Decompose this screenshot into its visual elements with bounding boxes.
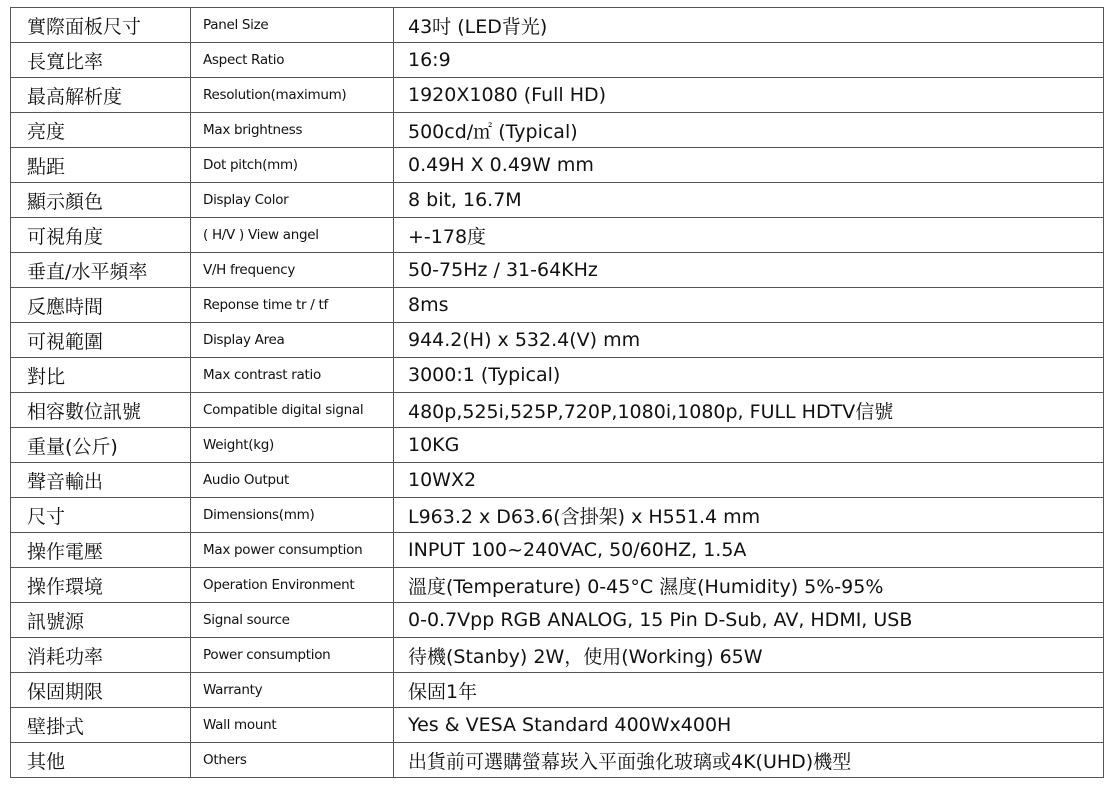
spec-row-signal-source — [11, 603, 1104, 638]
spec-label-zh: 對比 — [11, 358, 191, 393]
spec-label-zh: 亮度 — [11, 113, 191, 148]
spec-label-en: Operation Environment — [191, 568, 394, 603]
spec-label-zh: 操作電壓 — [11, 533, 191, 568]
spec-label-en: Reponse time tr / tf — [191, 288, 394, 323]
spec-row-voltage — [11, 533, 1104, 568]
spec-label-zh: 訊號源 — [11, 603, 191, 638]
spec-row-contrast — [11, 358, 1104, 393]
spec-value: 500cd/㎡ (Typical) — [394, 113, 1104, 148]
spec-row-warranty — [11, 673, 1104, 708]
spec-value: 480p,525i,525P,720P,1080i,1080p, FULL HDTV信號 — [394, 393, 1104, 428]
spec-value: 8 bit, 16.7M — [394, 183, 1104, 218]
spec-label-en: Display Color — [191, 183, 394, 218]
spec-row-panel-size — [11, 8, 1104, 43]
spec-row-aspect-ratio — [11, 43, 1104, 78]
spec-value: 保固1年 — [394, 673, 1104, 708]
spec-label-zh: 垂直/水平頻率 — [11, 253, 191, 288]
spec-label-zh: 可視範圍 — [11, 323, 191, 358]
spec-value: 43吋 (LED背光) — [394, 8, 1104, 43]
spec-label-en: Max contrast ratio — [191, 358, 394, 393]
spec-value: 50-75Hz / 31-64KHz — [394, 253, 1104, 288]
spec-label-zh: 點距 — [11, 148, 191, 183]
spec-value: 8ms — [394, 288, 1104, 323]
spec-value: 3000:1 (Typical) — [394, 358, 1104, 393]
spec-label-zh: 最高解析度 — [11, 78, 191, 113]
spec-row-digital-signal — [11, 393, 1104, 428]
spec-label-en: Max power consumption — [191, 533, 394, 568]
spec-value: 10KG — [394, 428, 1104, 463]
spec-row-dot-pitch — [11, 148, 1104, 183]
spec-label-zh: 反應時間 — [11, 288, 191, 323]
spec-value: 944.2(H) x 532.4(V) mm — [394, 323, 1104, 358]
spec-label-zh: 顯示顏色 — [11, 183, 191, 218]
spec-value: L963.2 x D63.6(含掛架) x H551.4 mm — [394, 498, 1104, 533]
spec-value: +-178度 — [394, 218, 1104, 253]
spec-label-en: Audio Output — [191, 463, 394, 498]
spec-value: INPUT 100~240VAC, 50/60HZ, 1.5A — [394, 533, 1104, 568]
spec-row-environment — [11, 568, 1104, 603]
spec-label-en: Panel Size — [191, 8, 394, 43]
spec-label-zh: 實際面板尺寸 — [11, 8, 191, 43]
spec-label-en: Wall mount — [191, 708, 394, 743]
spec-row-dimensions — [11, 498, 1104, 533]
spec-label-en: Dimensions(mm) — [191, 498, 394, 533]
spec-label-en: Dot pitch(mm) — [191, 148, 394, 183]
spec-label-en: Aspect Ratio — [191, 43, 394, 78]
spec-row-frequency — [11, 253, 1104, 288]
spec-row-weight — [11, 428, 1104, 463]
spec-row-audio-output — [11, 463, 1104, 498]
spec-value: 10WX2 — [394, 463, 1104, 498]
spec-label-zh: 消耗功率 — [11, 638, 191, 673]
spec-label-en: V/H frequency — [191, 253, 394, 288]
spec-label-en: Max brightness — [191, 113, 394, 148]
spec-label-zh: 尺寸 — [11, 498, 191, 533]
spec-label-en: Others — [191, 743, 394, 778]
spec-row-response-time — [11, 288, 1104, 323]
spec-label-zh: 長寬比率 — [11, 43, 191, 78]
spec-value: 0-0.7Vpp RGB ANALOG, 15 Pin D-Sub, AV, HDMI, USB — [394, 603, 1104, 638]
spec-value: 待機(Stanby) 2W，使用(Working) 65W — [394, 638, 1104, 673]
spec-row-brightness — [11, 113, 1104, 148]
spec-value: 出貨前可選購螢幕崁入平面強化玻璃或4K(UHD)機型 — [394, 743, 1104, 778]
spec-row-others — [11, 743, 1104, 778]
spec-table — [10, 7, 1104, 778]
spec-label-en: Warranty — [191, 673, 394, 708]
spec-value: 溫度(Temperature) 0-45°C 濕度(Humidity) 5%-95% — [394, 568, 1104, 603]
spec-label-zh: 操作環境 — [11, 568, 191, 603]
spec-value: 1920X1080 (Full HD) — [394, 78, 1104, 113]
spec-label-en: Power consumption — [191, 638, 394, 673]
spec-label-zh: 聲音輸出 — [11, 463, 191, 498]
spec-label-zh: 重量(公斤) — [11, 428, 191, 463]
spec-label-zh: 壁掛式 — [11, 708, 191, 743]
spec-label-zh: 可視角度 — [11, 218, 191, 253]
spec-label-en: Display Area — [191, 323, 394, 358]
spec-label-zh: 保固期限 — [11, 673, 191, 708]
spec-label-en: Weight(kg) — [191, 428, 394, 463]
spec-row-resolution — [11, 78, 1104, 113]
spec-value: Yes & VESA Standard 400Wx400H — [394, 708, 1104, 743]
spec-label-zh: 其他 — [11, 743, 191, 778]
spec-row-display-color — [11, 183, 1104, 218]
spec-label-en: Signal source — [191, 603, 394, 638]
spec-value: 16:9 — [394, 43, 1104, 78]
spec-label-zh: 相容數位訊號 — [11, 393, 191, 428]
spec-row-display-area — [11, 323, 1104, 358]
spec-label-en: Resolution(maximum) — [191, 78, 394, 113]
spec-label-en: Compatible digital signal — [191, 393, 394, 428]
spec-row-wall-mount — [11, 708, 1104, 743]
spec-row-power-consumption — [11, 638, 1104, 673]
spec-value: 0.49H X 0.49W mm — [394, 148, 1104, 183]
spec-row-view-angle — [11, 218, 1104, 253]
spec-label-en: ( H/V ) View angel — [191, 218, 394, 253]
